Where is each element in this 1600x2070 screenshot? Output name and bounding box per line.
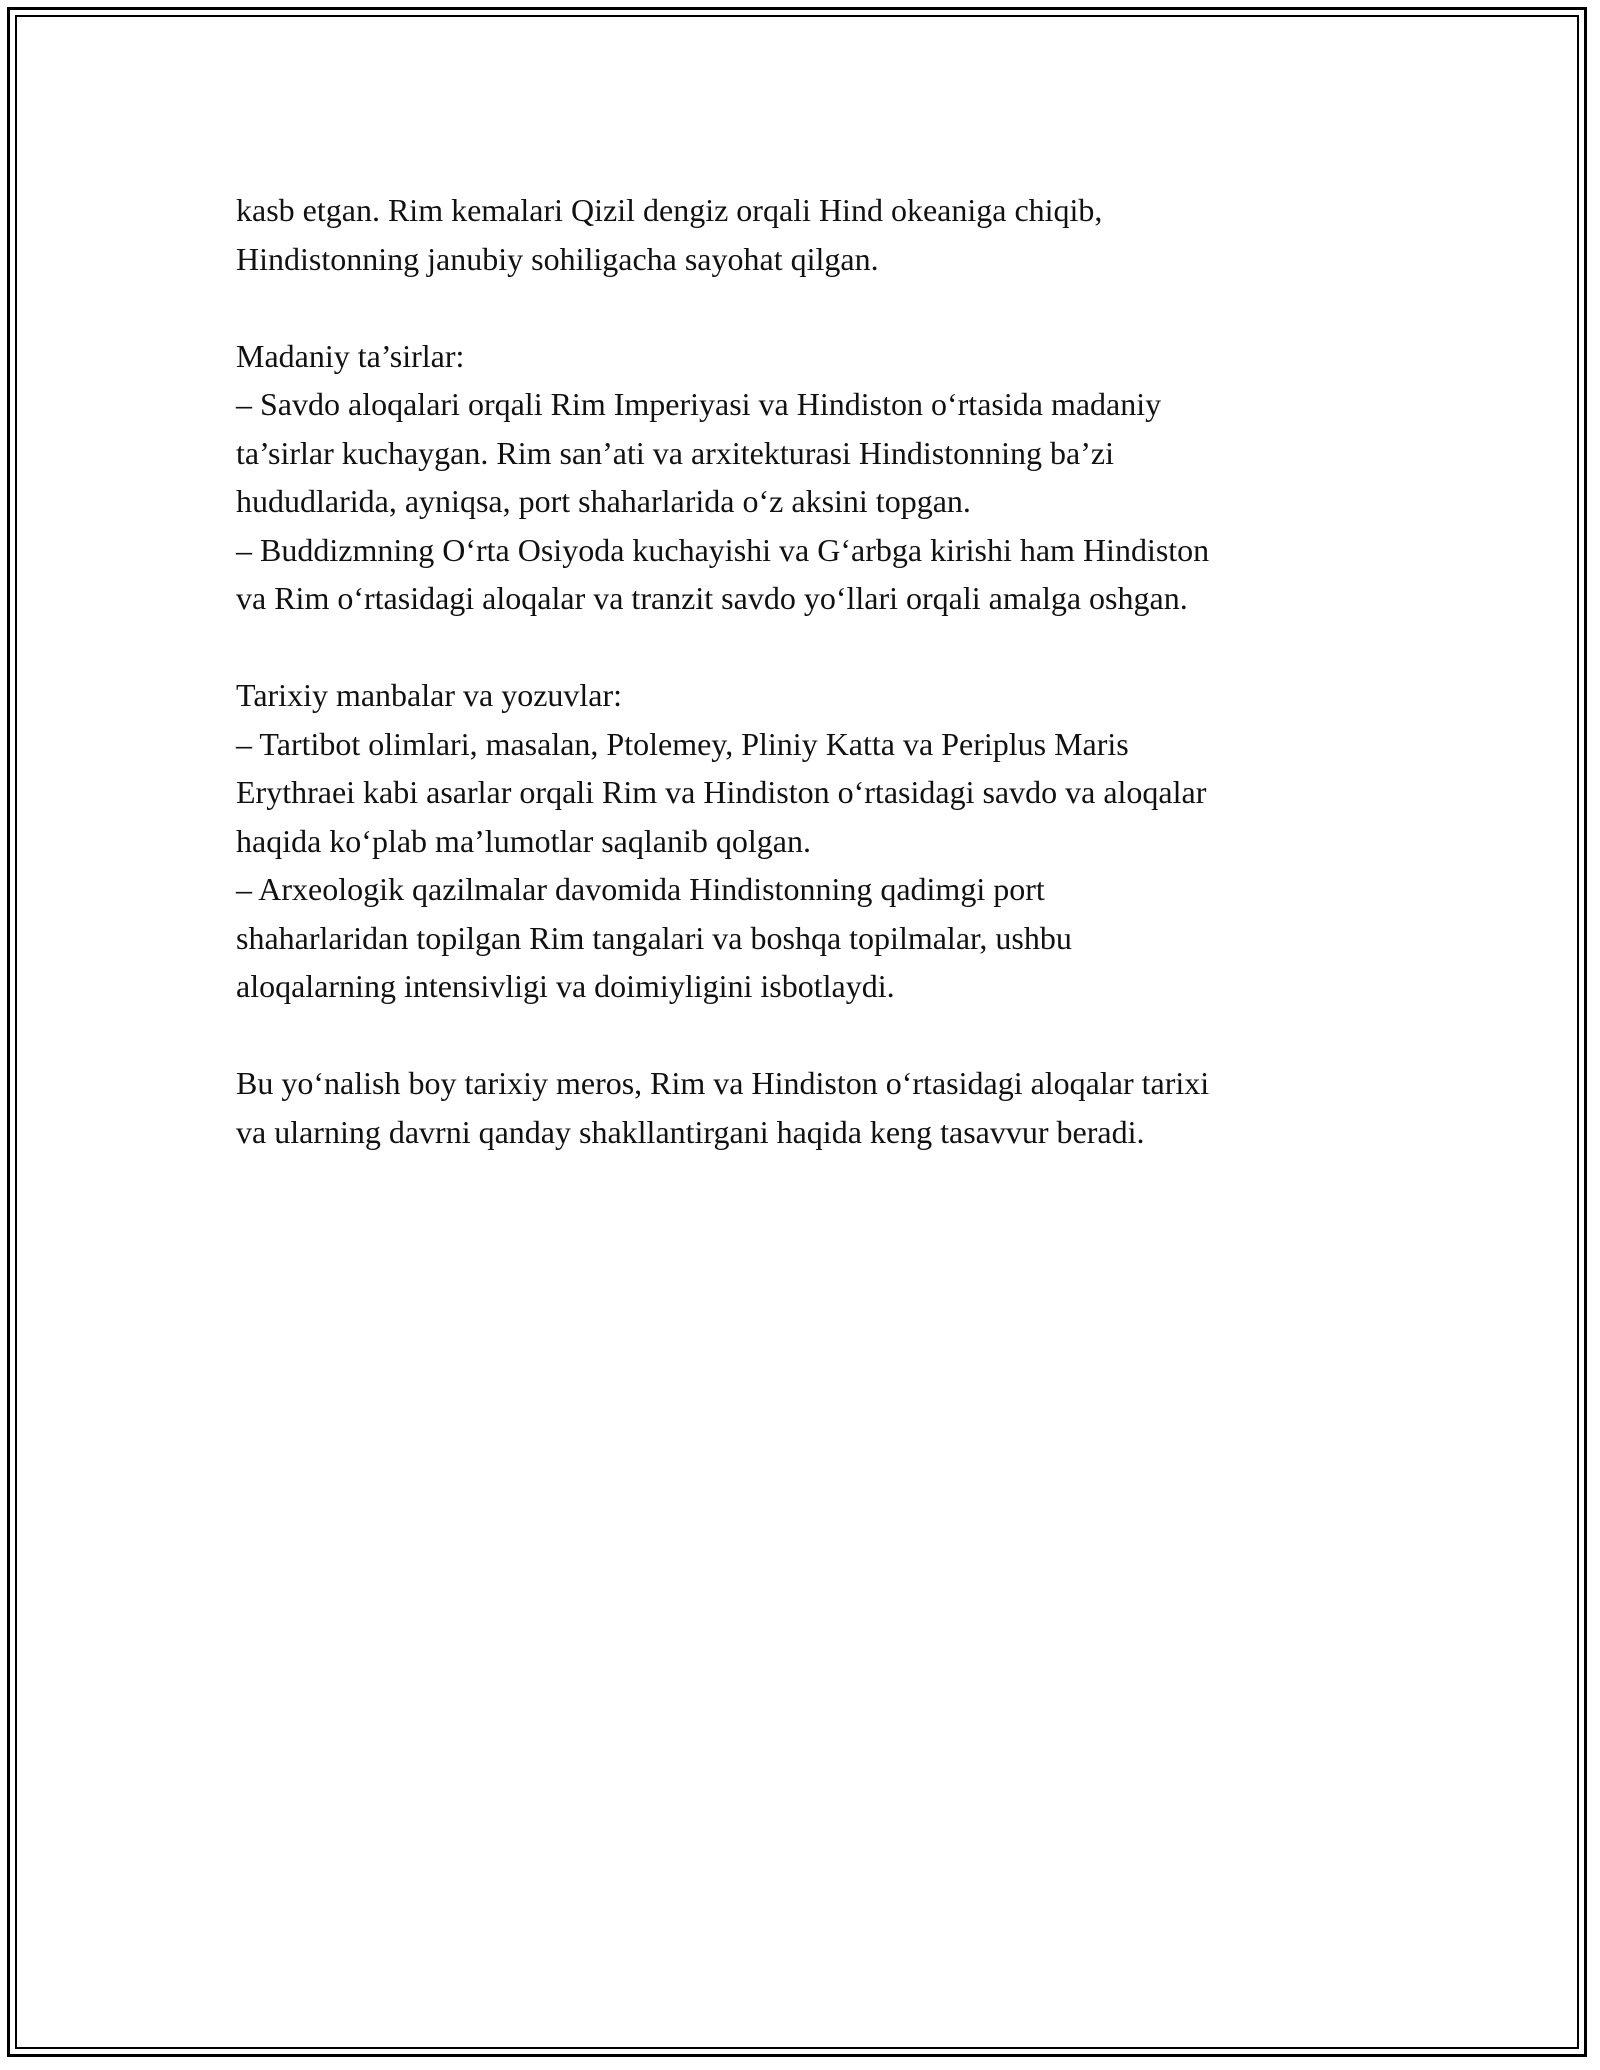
text-line: shaharlaridan topilgan Rim tangalari va boshqa topilmalar, ushbu: [236, 919, 1072, 956]
section-heading: Madaniy ta’sirlar:: [236, 337, 465, 374]
paragraph-cultural-influences: [236, 332, 1376, 623]
text-line: kasb etgan. Rim kemalari Qizil dengiz orqali Hind okeaniga chiqib,: [236, 192, 1103, 228]
text-line: haqida ko‘plab ma’lumotlar saqlanib qolgan.: [236, 822, 811, 859]
paragraph-historical-sources: [236, 671, 1376, 1011]
paragraph-roman-ships: [236, 186, 1376, 283]
text-line: – Arxeologik qazilmalar davomida Hindistonning qadimgi port: [236, 871, 1045, 907]
text-line: – Tartibot olimlari, masalan, Ptolemey, Pliniy Katta va Periplus Maris: [236, 725, 1129, 762]
text-line: Hindistonning janubiy sohiligacha sayohat qilgan.: [236, 240, 879, 277]
text-line: va Rim o‘rtasidagi aloqalar va tranzit savdo yo‘llari orqali amalga oshgan.: [236, 580, 1188, 616]
text-line: Erythraei kabi asarlar orqali Rim va Hindiston o‘rtasidagi savdo va aloqalar: [236, 774, 1207, 810]
text-line: hududlarida, ayniqsa, port shaharlarida o‘z aksini topgan.: [236, 483, 971, 519]
text-line: – Buddizmning O‘rta Osiyoda kuchayishi va G‘arbga kirishi ham Hindiston: [236, 531, 1210, 568]
text-line: ta’sirlar kuchaygan. Rim san’ati va arxitekturasi Hindistonning ba’zi: [236, 434, 1114, 471]
paragraph-conclusion: [236, 1059, 1376, 1156]
section-heading: Tarixiy manbalar va yozuvlar:: [236, 677, 623, 713]
text-line: va ularning davrni qanday shakllantirgani haqida keng tasavvur beradi.: [236, 1113, 1145, 1150]
text-line: Bu yo‘nalish boy tarixiy meros, Rim va Hindiston o‘rtasidagi aloqalar tarixi: [236, 1065, 1210, 1101]
text-line: – Savdo aloqalari orqali Rim Imperiyasi va Hindiston o‘rtasida madaniy: [236, 386, 1162, 422]
document-body: [236, 186, 1376, 1156]
text-line: aloqalarning intensivligi va doimiyligini isbotlaydi.: [236, 968, 895, 1004]
